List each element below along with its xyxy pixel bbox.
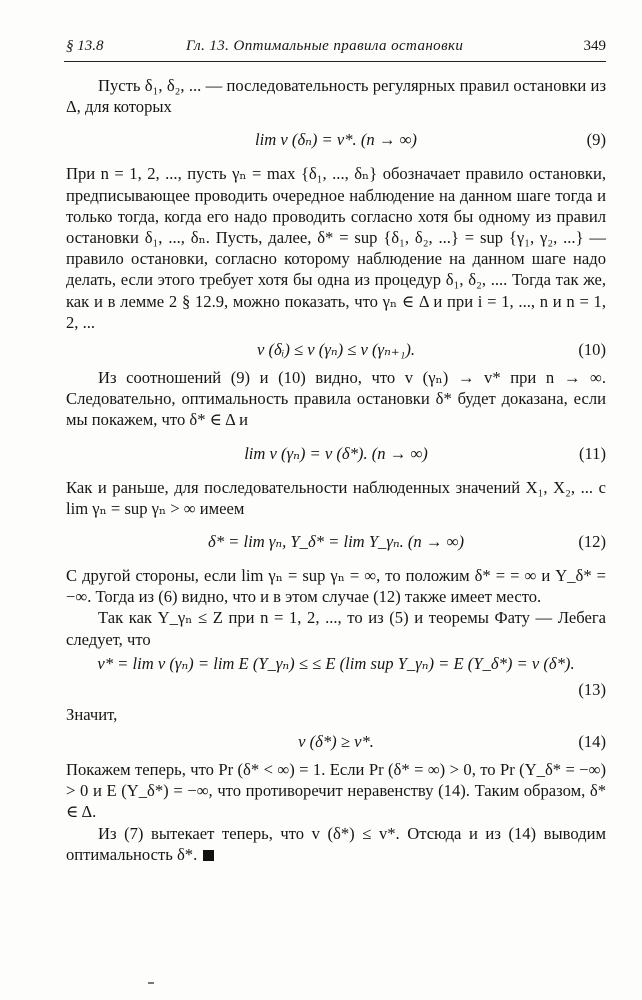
page-number: 349 bbox=[583, 38, 606, 54]
equation-14 bbox=[66, 727, 606, 757]
paragraph-7: Значит, bbox=[66, 704, 118, 724]
equation-11 bbox=[66, 434, 606, 474]
chapter-title: Гл. 13. Оптимальные правила остановки bbox=[186, 38, 464, 54]
paragraph-5: С другой стороны, если lim γₙ = sup γₙ = ∞, то положим δ* = = ∞ и Y_δ* = −∞. Тогда из (6) видно, что и в этом случае (12) также имеет место. bbox=[66, 566, 606, 607]
equation-14-formula: v (δ*) ≥ v*. bbox=[298, 732, 374, 752]
equation-11-formula: lim v (γₙ) = v (δ*). (n → ∞) bbox=[244, 443, 428, 463]
paragraph-3: Из соотношений (9) и (10) видно, что v (γₙ) → v* при n → ∞. Следовательно, оптимальность правила остановки δ* будет доказана, если мы покажем, что δ* ∈ Δ и bbox=[66, 368, 606, 430]
paragraph-1: Пусть δ₁, δ₂, ... — последовательность регулярных правил остановки из Δ, для которых bbox=[66, 76, 606, 117]
paragraph-8: Покажем теперь, что Pr (δ* < ∞) = 1. Если Pr (δ* = ∞) > 0, то Pr (Y_δ* = −∞) > 0 и E (Y_δ*) = −∞, что противоречит неравенству (14). Таким образом, δ* ∈ Δ. bbox=[66, 760, 606, 822]
paragraph-2: При n = 1, 2, ..., пусть γₙ = max {δ₁, ..., δₙ} обозначает правило остановки, предписывающее проводить очередное наблюдение на данном шаге тогда и только тогда, когда его надо проводить согласно хотя бы одному из правил остановки δ₁, ..., δₙ. Пусть, далее, δ* = sup {δ₁, δ₂, ...} = sup {γ₁, γ₂, ...} — правило остановки, согласно которому наблюдение на данном шаге надо делать, если этого требует хотя бы одна из процедур δ₁, δ₂, .... Тогда так же, как и в лемме 2 § 12.9, можно показать, что γₙ ∈ Δ и при i = 1, ..., n и n = 1, 2, ... bbox=[66, 164, 606, 332]
equation-13-formula: v* = lim v (γₙ) = lim E (Y_γₙ) ≤ ≤ E (lim sup Y_γₙ) = E (Y_δ*) = v (δ*). bbox=[97, 653, 575, 673]
scan-mark bbox=[148, 982, 154, 984]
header-rule bbox=[64, 61, 606, 62]
equation-9-number: (9) bbox=[586, 130, 606, 150]
equation-9-formula: lim v (δₙ) = v*. (n → ∞) bbox=[255, 130, 417, 150]
paragraph-6: Так как Y_γₙ ≤ Z при n = 1, 2, ..., то из (5) и теоремы Фату — Лебега следует, что bbox=[66, 608, 606, 649]
equation-10-number: (10) bbox=[578, 340, 606, 360]
equation-12-formula: δ* = lim γₙ, Y_δ* = lim Y_γₙ. (n → ∞) bbox=[208, 532, 464, 552]
equation-10 bbox=[66, 335, 606, 365]
equation-12-number: (12) bbox=[578, 532, 606, 552]
equation-13-number: (13) bbox=[578, 679, 606, 699]
equation-10-formula: v (δᵢ) ≤ v (γₙ) ≤ v (γₙ₊₁). bbox=[256, 340, 416, 360]
paragraph-9-text: Из (7) вытекает теперь, что v (δ*) ≤ v*. Отсюда и из (14) выводим оптимальность δ*. bbox=[66, 823, 606, 864]
qed-square-icon bbox=[203, 850, 214, 861]
equation-9 bbox=[66, 120, 606, 160]
equation-11-number: (11) bbox=[578, 443, 606, 463]
page-body bbox=[66, 75, 606, 865]
equation-12 bbox=[66, 522, 606, 562]
section-number: § 13.8 bbox=[66, 38, 104, 54]
equation-13 bbox=[66, 653, 606, 701]
running-header bbox=[66, 38, 606, 60]
paragraph-9 bbox=[66, 823, 606, 865]
equation-14-number: (14) bbox=[578, 732, 606, 752]
paragraph-4: Как и раньше, для последовательности наблюденных значений X₁, X₂, ... с lim γₙ = sup γₙ > ∞ имеем bbox=[66, 477, 606, 518]
